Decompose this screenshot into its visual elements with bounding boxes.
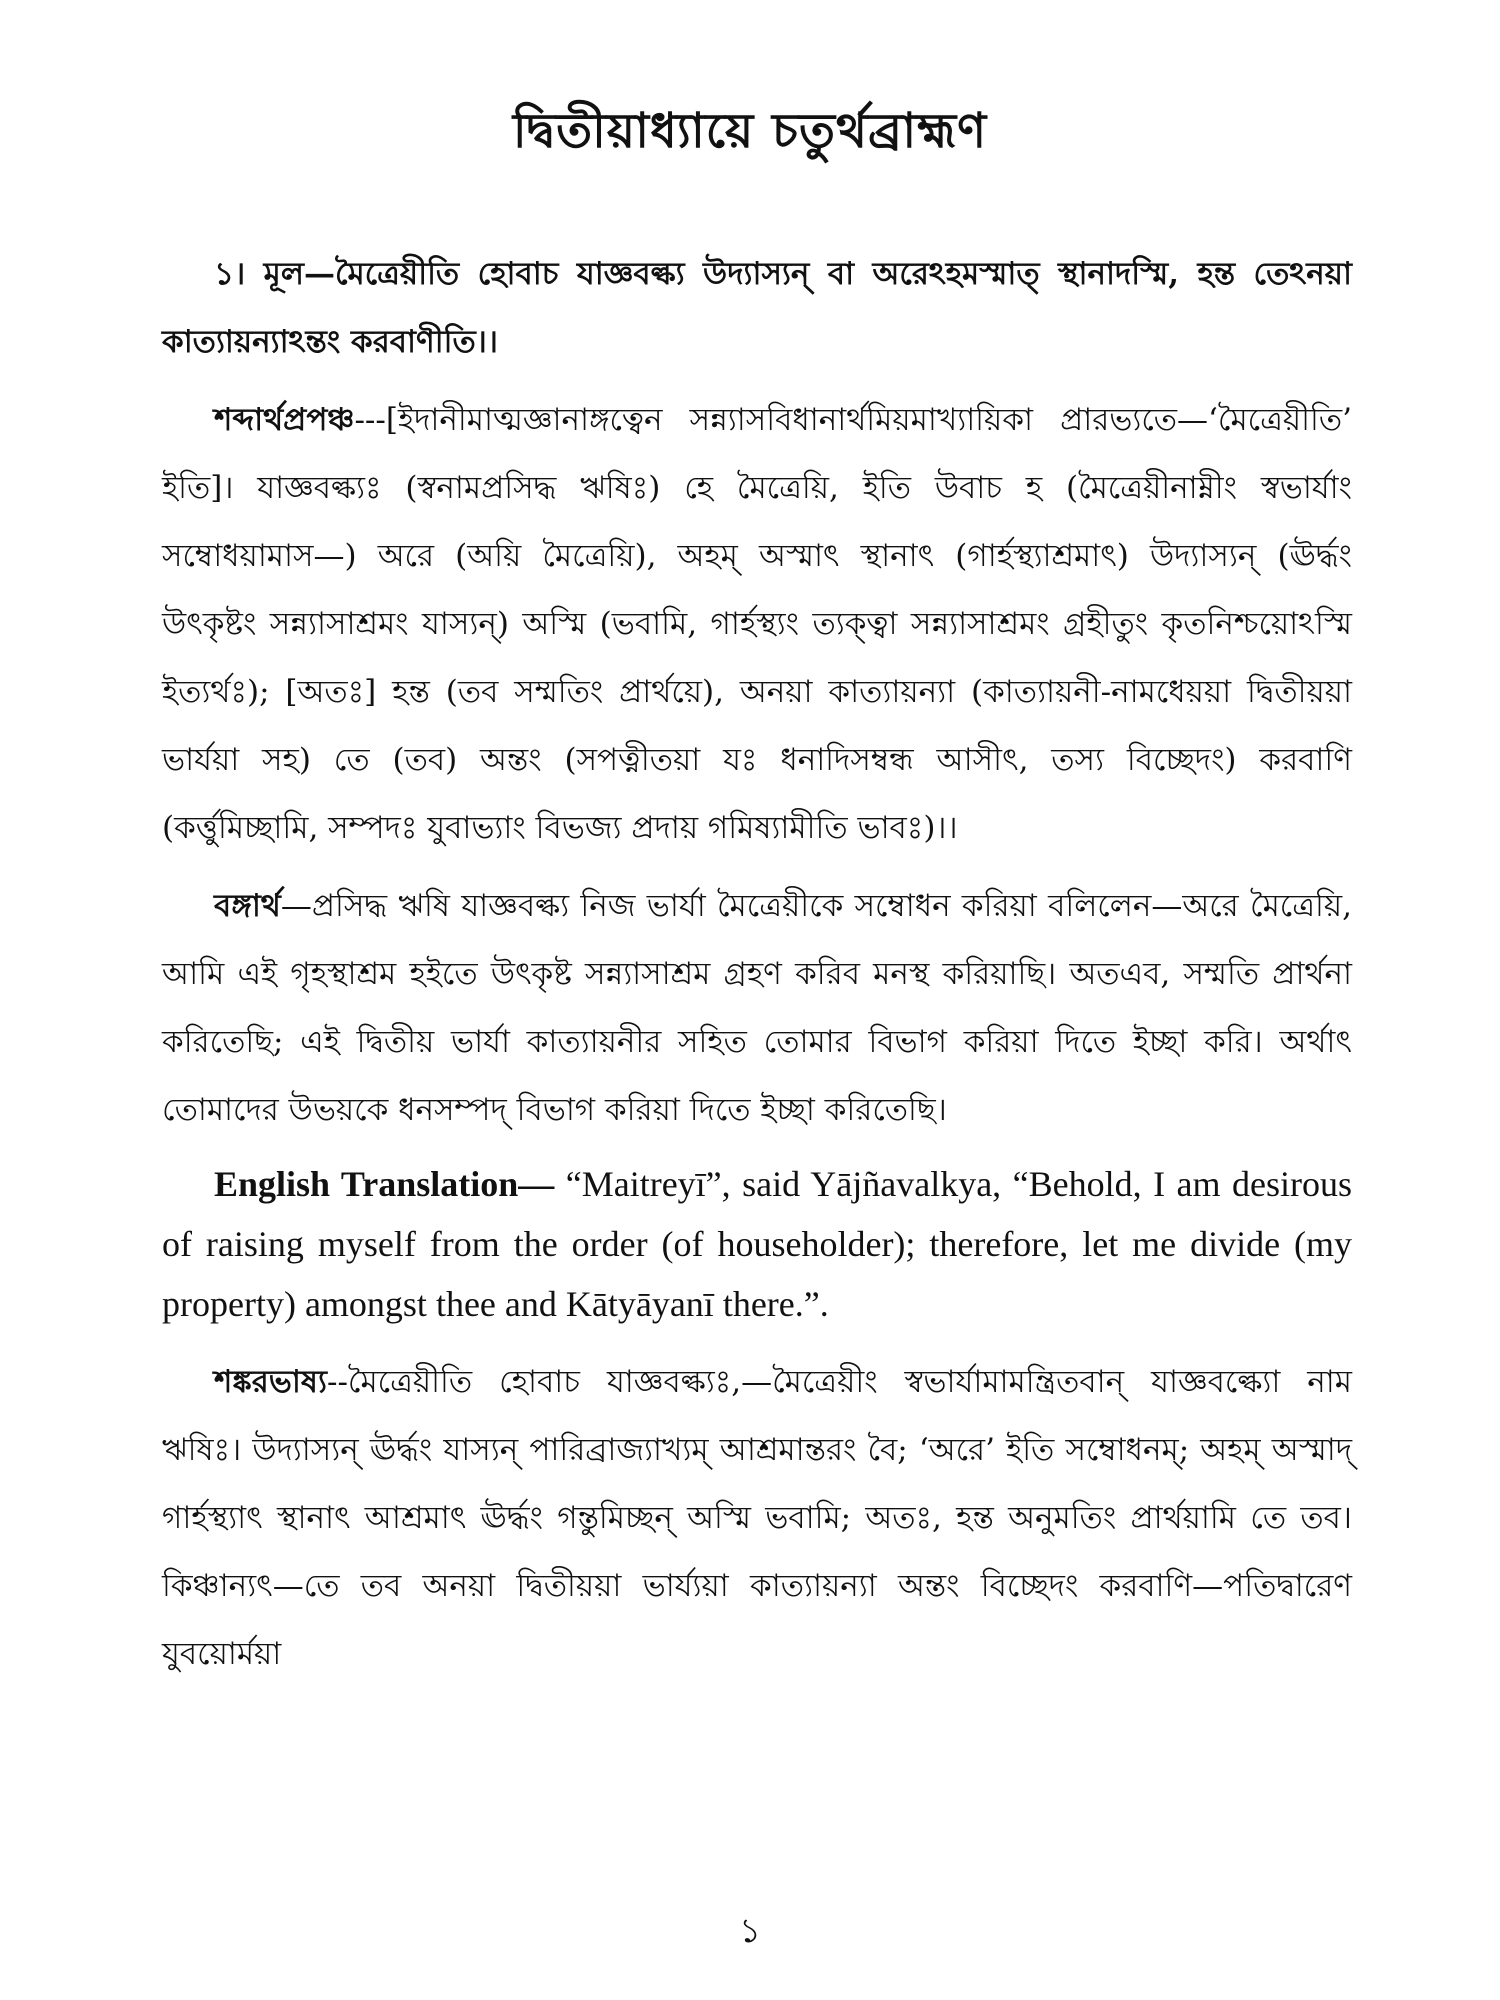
english-paragraph (162, 1154, 1352, 1334)
bangartha-label: বঙ্গার্থ (214, 888, 281, 924)
bangartha-text: —প্রসিদ্ধ ঋষি যাজ্ঞবল্ক্য নিজ ভার্যা মৈত্রেয়ীকে সম্বোধন করিয়া বলিলেন—অরে মৈত্রেয়ি, আমি এই গৃহস্থাশ্রম হইতে উৎকৃষ্ট সন্ন্যাসাশ্রম গ্রহণ করিব মনস্থ করিয়াছি। অতএব, সম্মতি প্রার্থনা করিতেছি; এই দ্বিতীয় ভার্যা কাত্যায়নীর সহিত তোমার বিভাগ করিয়া দিতে ইচ্ছা করি। অর্থাৎ তোমাদের উভয়কে ধনসম্পদ্ বিভাগ করিয়া দিতে ইচ্ছা করিতেছি। (162, 888, 1352, 1128)
page-title: দ্বিতীয়াধ্যায়ে চতুর্থব্রাহ্মণ (512, 103, 988, 159)
mula-label: ১। মূল— (214, 256, 335, 292)
english-text: “Maitreyī”, said Yājñavalkya, “Behold, I am desirous of raising myself from the order (of householder); therefore, let me divide (my property) amongst thee and Kātyāyanī there.”. (162, 1164, 1353, 1324)
page-number: ১ (738, 1911, 762, 1951)
shankara-paragraph (162, 1348, 1352, 1688)
mula-text: মৈত্রেয়ীতি হোবাচ যাজ্ঞবল্ক্য উদ্যাস্যন্ বা অরেঽহমস্মাত্ স্থানাদস্মি, হন্ত তেঽনয়া কাত্যায়ন্যাঽন্তং করবাণীতি।। (162, 256, 1353, 360)
english-label: English Translation— (214, 1164, 555, 1204)
shankara-text: --মৈত্রেয়ীতি হোবাচ যাজ্ঞবল্ক্যঃ,—মৈত্রেয়ীং স্বভার্যামামন্ত্রিতবান্ যাজ্ঞবল্ক্যো নাম ঋষিঃ। উদ্যাস্যন্ ঊর্দ্ধং যাস্যন্ পারিব্রাজ্যাখ্যম্ আশ্রমান্তরং বৈ; ‘অরে’ ইতি সম্বোধনম্; অহম্ অস্মাদ্ গার্হস্থ্যাৎ স্থানাৎ আশ্রমাৎ ঊর্দ্ধং গন্তুমিচ্ছন্ অস্মি ভবামি; অতঃ, হন্ত অনুমতিং প্রার্থয়ামি তে তব। কিঞ্চান্যৎ—তে তব অনয়া দ্বিতীয়য়া ভার্য্যয়া কাত্যায়ন্যা অন্তং বিচ্ছেদং করবাণি—পতিদ্বারেণ যুবয়োর্ময়া (162, 1364, 1352, 1672)
shabdartha-text: ---[ইদানীমাত্মজ্ঞানাঙ্গত্বেন সন্ন্যাসবিধানার্থমিয়মাখ্যায়িকা প্রারভ্যতে—‘মৈত্রেয়ীতি’ ইতি]। যাজ্ঞবল্ক্যঃ (স্বনামপ্রসিদ্ধ ঋষিঃ) হে মৈত্রেয়ি, ইতি উবাচ হ (মৈত্রেয়ীনাম্নীং স্বভার্যাং সম্বোধয়ামাস—) অরে (অয়ি মৈত্রেয়ি), অহম্ অস্মাৎ স্থানাৎ (গার্হস্থ্যাশ্রমাৎ) উদ্যাস্যন্ (ঊর্দ্ধং উৎকৃষ্টং সন্ন্যাসাশ্রমং যাস্যন্) অস্মি (ভবামি, গার্হস্থ্যং ত্যক্ত্বা সন্ন্যাসাশ্রমং গ্রহীতুং কৃতনিশ্চয়োঽস্মি ইত্যর্থঃ); [অতঃ] হন্ত (তব সম্মতিং প্রার্থয়ে), অনয়া কাত্যায়ন্যা (কাত্যায়নী-নামধেয়য়া দ্বিতীয়য়া ভার্যয়া সহ) তে (তব) অন্তং (সপত্নীতয়া যঃ ধনাদিসম্বন্ধ আসীৎ, তস্য বিচ্ছেদং) করবাণি (কর্ত্তুমিচ্ছামি, সম্পদঃ যুবাভ্যাং বিভজ্য প্রদায় গমিষ্যামীতি ভাবঃ)।। (162, 402, 1352, 846)
shabdartha-paragraph (162, 386, 1352, 862)
shankara-label: শঙ্করভাষ্য (214, 1364, 327, 1400)
mula-paragraph (162, 240, 1352, 376)
document-body (162, 240, 1352, 1698)
bangartha-paragraph (162, 872, 1352, 1144)
shabdartha-label: শব্দার্থপ্রপঞ্চ (214, 402, 355, 438)
